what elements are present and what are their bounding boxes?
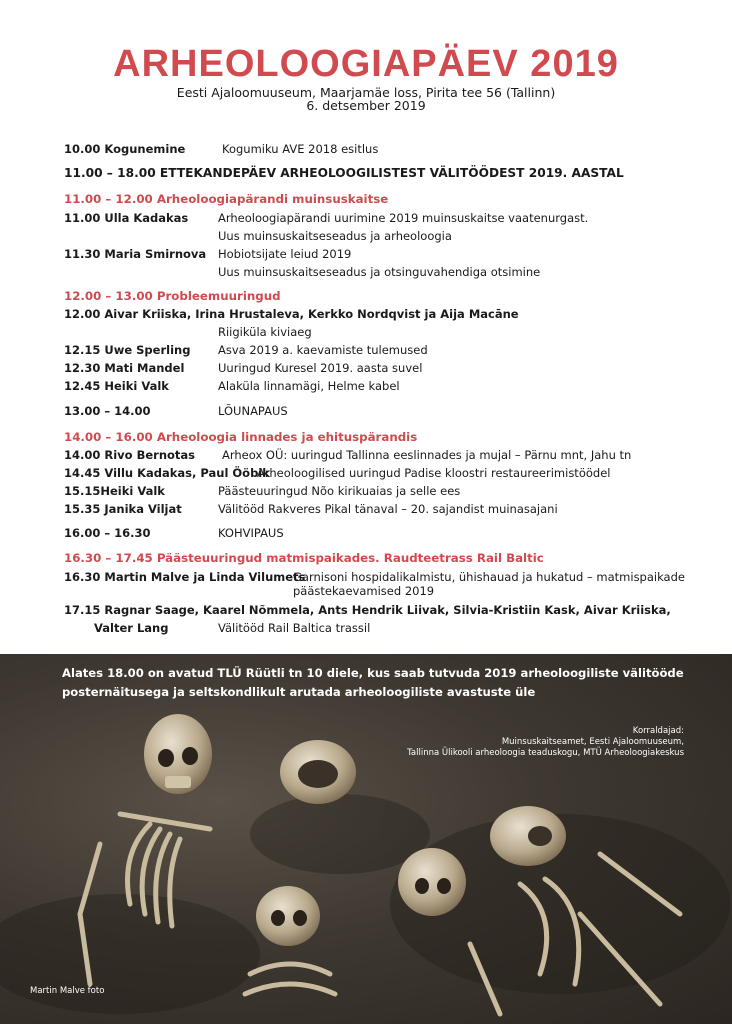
organizers-label: Korraldajad: — [632, 726, 684, 736]
schedule-time: 16.00 – 16.30 — [64, 526, 151, 540]
schedule-desc: Arheox OÜ: uuringud Tallinna eeslinnades ja mujal – Pärnu mnt, Jahu tn — [222, 448, 632, 462]
organizers — [407, 726, 684, 759]
venue: Eesti Ajaloomuuseum, Maarjamäe loss, Pirita tee 56 (Tallinn) — [176, 85, 556, 100]
section-heading-probleemuuringud: 12.00 – 13.00 Probleemuuringud — [64, 289, 281, 303]
schedule-time: 12.15 Uwe Sperling — [64, 343, 191, 357]
photo-credit: Martin Malve foto — [30, 986, 105, 996]
schedule-time: 15.35 Janika Viljat — [64, 502, 182, 516]
skull-1 — [144, 714, 212, 794]
schedule-time: 12.00 Aivar Kriiska, Irina Hrustaleva, Kerkko Nordqvist ja Aija Macāne — [64, 307, 519, 321]
schedule-time: 11.00 Ulla Kadakas — [64, 211, 189, 225]
excavation-photo — [0, 654, 732, 1024]
schedule-desc: päästekaevamised 2019 — [293, 584, 435, 598]
schedule-desc: Asva 2019 a. kaevamiste tulemused — [218, 343, 428, 357]
skull-4 — [398, 848, 466, 916]
schedule-time: 10.00 Kogunemine — [64, 142, 186, 156]
schedule-time: Valter Lang — [94, 621, 169, 635]
schedule-time: 17.15 Ragnar Saage, Kaarel Nõmmela, Ants Hendrik Liivak, Silvia-Kristiin Kask, Aivar Kriiska, — [64, 603, 671, 617]
schedule-time: 14.45 Villu Kadakas, Paul Ööbik — [64, 466, 270, 480]
schedule-desc: Välitööd Rail Baltica trassil — [218, 621, 371, 635]
schedule-time: 14.00 Rivo Bernotas — [64, 448, 196, 462]
schedule-time: 13.00 – 14.00 — [64, 404, 151, 418]
schedule-desc: Arheoloogiapärandi uurimine 2019 muinsuskaitse vaatenurgast. — [218, 211, 589, 225]
schedule-desc: Uus muinsuskaitseseadus ja arheoloogia — [218, 229, 452, 243]
schedule-desc: Hobiotsijate leiud 2019 — [218, 247, 352, 261]
section-heading-muinsuskaitse: 11.00 – 12.00 Arheoloogiapärandi muinsuskaitse — [64, 192, 389, 206]
schedule-desc: Uuringud Kuresel 2019. aasta suvel — [218, 361, 423, 375]
schedule-time: 16.30 Martin Malve ja Linda Vilumets — [64, 570, 306, 584]
skull-2 — [280, 740, 356, 804]
evening-note-line2: posternäitusega ja seltskondlikult arutada arheoloogiliste avastuste üle — [62, 685, 536, 699]
schedule-time: 12.30 Mati Mandel — [64, 361, 185, 375]
organizers-line2: Tallinna Ülikooli arheoloogia teaduskogu, MTÜ Arheoloogiakeskus — [407, 748, 684, 758]
skull-3 — [256, 886, 320, 946]
event-date: 6. detsember 2019 — [306, 98, 426, 113]
schedule-desc: LÕUNAPAUS — [218, 404, 288, 418]
page-title: ARHEOLOOGIAPÄEV 2019 — [113, 43, 619, 85]
schedule-time: 11.30 Maria Smirnova — [64, 247, 207, 261]
main-heading: 11.00 – 18.00 ETTEKANDEPÄEV ARHEOLOOGILISTEST VÄLITÖÖDEST 2019. AASTAL — [64, 166, 624, 180]
schedule-time: 12.45 Heiki Valk — [64, 379, 169, 393]
organizers-line1: Muinsuskaitseamet, Eesti Ajaloomuuseum, — [501, 737, 684, 747]
evening-note-line1: Alates 18.00 on avatud TLÜ Rüütli tn 10 diele, kus saab tutvuda 2019 arheoloogiliste välitööde — [62, 666, 684, 680]
schedule-desc: Arheoloogilised uuringud Padise kloostri restaureerimistöödel — [257, 466, 611, 480]
schedule-desc: Välitööd Rakveres Pikal tänaval – 20. sajandist muinasajani — [218, 502, 558, 516]
evening-note — [62, 664, 684, 702]
skeletons-illustration — [0, 654, 732, 1024]
schedule-time: 15.15Heiki Valk — [64, 484, 165, 498]
schedule-desc: KOHVIPAUS — [218, 526, 284, 540]
schedule-desc: Alaküla linnamägi, Helme kabel — [218, 379, 400, 393]
schedule-desc: Päästeuuringud Nõo kirikuaias ja selle ees — [218, 484, 461, 498]
section-heading-linnad: 14.00 – 16.00 Arheoloogia linnades ja ehituspärandis — [64, 430, 418, 444]
schedule-desc: Uus muinsuskaitseseadus ja otsinguvahendiga otsimine — [218, 265, 541, 279]
schedule-desc: Garnisoni hospidalikalmistu, ühishauad ja hukatud – matmispaikade — [293, 570, 685, 584]
schedule-desc: Kogumiku AVE 2018 esitlus — [222, 142, 379, 156]
skull-5 — [490, 806, 566, 866]
section-heading-matmispaigad: 16.30 – 17.45 Päästeuuringud matmispaikades. Raudteetrass Rail Baltic — [64, 551, 544, 565]
schedule-desc: Riigiküla kiviaeg — [218, 325, 312, 339]
